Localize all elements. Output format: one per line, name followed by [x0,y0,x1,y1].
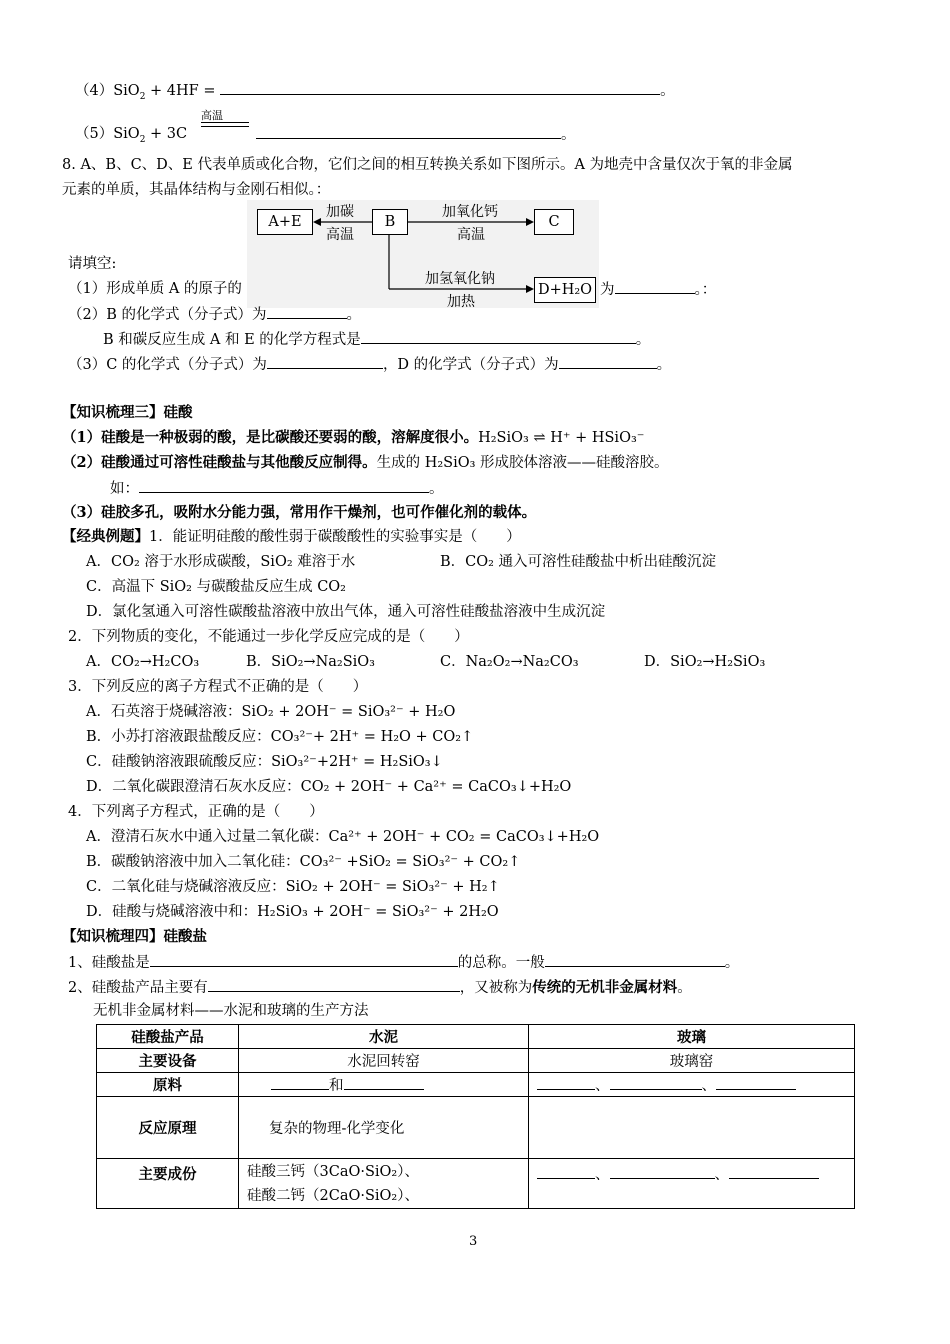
answer-blank[interactable] [267,354,383,369]
q4-option-d: D．硅酸与烧碱溶液中和：H₂SiO₃ + 2OH⁻ = SiO₃²⁻ + 2H₂O [86,904,499,920]
answer-blank[interactable] [716,1075,796,1090]
answer-blank[interactable] [208,977,460,992]
q3-option-c: C．硅酸钠溶液跟硫酸反应：SiO₃²⁻+2H⁺ = H₂SiO₃↓ [86,754,443,770]
answer-blank[interactable] [610,1164,715,1179]
answer-blank[interactable] [729,1164,819,1179]
answer-blank[interactable] [271,1075,329,1090]
answer-blank[interactable] [267,304,347,319]
q1-option-b: B．CO₂ 通入可溶性硅酸盐中析出硅酸沉淀 [440,554,717,570]
page-number: 3 [469,1234,478,1249]
table-row: 主要成份 硅酸三钙（3CaO·SiO₂）、 硅酸二钙（2CaO·SiO₂）、 、 、 [97,1159,855,1209]
node-b: B [372,209,408,235]
answer-blank[interactable] [139,478,429,493]
q1-option-d: D．氯化氢通入可溶性碳酸盐溶液中放出气体，通入可溶性硅酸盐溶液中生成沉淀 [86,604,606,620]
table-header-row: 硅酸盐产品 水泥 玻璃 [97,1025,855,1049]
answer-blank[interactable] [150,952,458,967]
q8-part3: （3）C 的化学式（分子式）为 ，D 的化学式（分子式）为 。 [68,354,671,375]
answer-blank[interactable] [361,329,636,344]
q7-4: （4）SiO$_2$ + 4HF = 。 [75,80,675,101]
example-q2: 2．下列物质的变化，不能通过一步化学反应完成的是（ ） [68,629,469,645]
q8-part2: （2）B 的化学式（分子式）为 。 [68,304,361,325]
k4-line1: 1、硅酸盐是 的总称。一般 。 [68,952,739,973]
q8-part1: （1）形成单质 A 的原子的 [68,281,242,297]
q3-option-a: A．石英溶于烧碱溶液：SiO₂ + 2OH⁻ = SiO₃²⁻ + H₂O [86,704,456,720]
answer-blank[interactable] [545,952,725,967]
answer-blank[interactable] [537,1164,595,1179]
q2-option-c: C．Na₂O₂→Na₂CO₃ [440,654,579,670]
q2-option-b: B．SiO₂→Na₂SiO₃ [246,654,375,670]
k3-line2: （2）硅酸通过可溶性硅酸盐与其他酸反应制得。生成的 H₂SiO₃ 形成胶体溶液——硅酸溶胶。 [62,454,669,471]
q4-option-a: A．澄清石灰水中通入过量二氧化碳：Ca²⁺ + 2OH⁻ + CO₂ = CaCO₃↓+H₂O [86,829,600,845]
q1-option-a: A．CO₂ 溶于水形成碳酸，SiO₂ 难溶于水 [86,554,356,570]
answer-blank[interactable] [344,1075,424,1090]
answer-blank[interactable] [559,354,657,369]
example-q4: 4．下列离子方程式，正确的是（ ） [68,804,324,820]
condition-line [201,122,249,123]
example-q1: 【经典例题】1．能证明硅酸的酸性弱于碳酸酸性的实验事实是（ ） [62,528,521,545]
node-d-h2o: D+H₂O [534,277,596,303]
table-row: 反应原理 复杂的物理-化学变化 [97,1097,855,1159]
k3-example: 如： 。 [110,478,444,499]
q8-intro-2: 元素的单质，其晶体结构与金刚石相似。： [62,182,331,198]
node-a-e: A+E [257,209,313,235]
q4-option-b: B．碳酸钠溶液中加入二氧化硅：CO₃²⁻ +SiO₂ = SiO₃²⁻ + CO₂↑ [86,854,521,870]
table-row: 主要设备 水泥回转窑 玻璃窑 [97,1049,855,1073]
answer-blank[interactable] [256,124,561,139]
example-q3: 3．下列反应的离子方程式不正确的是（ ） [68,679,368,695]
q8-intro-1: 8. A、B、C、D、E 代表单质或化合物，它们之间的相互转换关系如下图所示。A 为地壳中含量仅次于氧的非金属 [62,157,793,173]
node-c: C [534,209,574,235]
q4-option-c: C．二氧化硅与烧碱溶液反应：SiO₂ + 2OH⁻ = SiO₃²⁻ + H₂↑ [86,879,500,895]
production-table [96,1024,855,1209]
q3-option-d: D．二氧化碳跟澄清石灰水反应：CO₂ + 2OH⁻ + Ca²⁺ = CaCO₃↓+H₂O [86,779,572,795]
table-caption: 无机非金属材料——水泥和玻璃的生产方法 [93,1003,369,1019]
k3-line1: （1）硅酸是一种极弱的酸，是比碳酸还要弱的酸，溶解度很小。H₂SiO₃ ⇌ H⁺ + HSiO₃⁻ [62,429,645,446]
diagram-arrows [247,200,599,308]
answer-blank[interactable] [537,1075,595,1090]
reaction-condition: 高温 [201,109,223,122]
table-row: 原料 和 、 、 [97,1073,855,1097]
k3-line3: （3）硅胶多孔，吸附水分能力强，常用作干燥剂，也可作催化剂的载体。 [62,504,537,521]
q1-option-c: C．高温下 SiO₂ 与碳酸盐反应生成 CO₂ [86,579,346,595]
answer-blank[interactable] [610,1075,702,1090]
section-title-silicates: 【知识梳理四】硅酸盐 [62,928,207,945]
q8-part2-equation: B 和碳反应生成 A 和 E 的化学方程式是 。 [103,329,650,350]
condition-line [201,126,249,127]
answer-blank[interactable] [615,279,695,294]
answer-blank[interactable] [220,80,660,95]
q7-5: （5）SiO$_2$ + 3C [75,126,188,145]
reaction-diagram: A+E B C D+H₂O 加碳 高温 加氧化钙 高温 加氢氧化钠 加热 [247,200,599,308]
q3-option-b: B．小苏打溶液跟盐酸反应：CO₃²⁻+ 2H⁺ = H₂O + CO₂↑ [86,729,474,745]
q2-option-d: D．SiO₂→H₂SiO₃ [644,654,766,670]
section-title-silicic-acid: 【知识梳理三】硅酸 [62,404,193,421]
k4-line2: 2、硅酸盐产品主要有 ，又被称为传统的无机非金属材料。 [68,979,692,996]
fill-instruction: 请填空: [68,256,117,272]
q2-option-a: A．CO₂→H₂CO₃ [86,654,200,670]
